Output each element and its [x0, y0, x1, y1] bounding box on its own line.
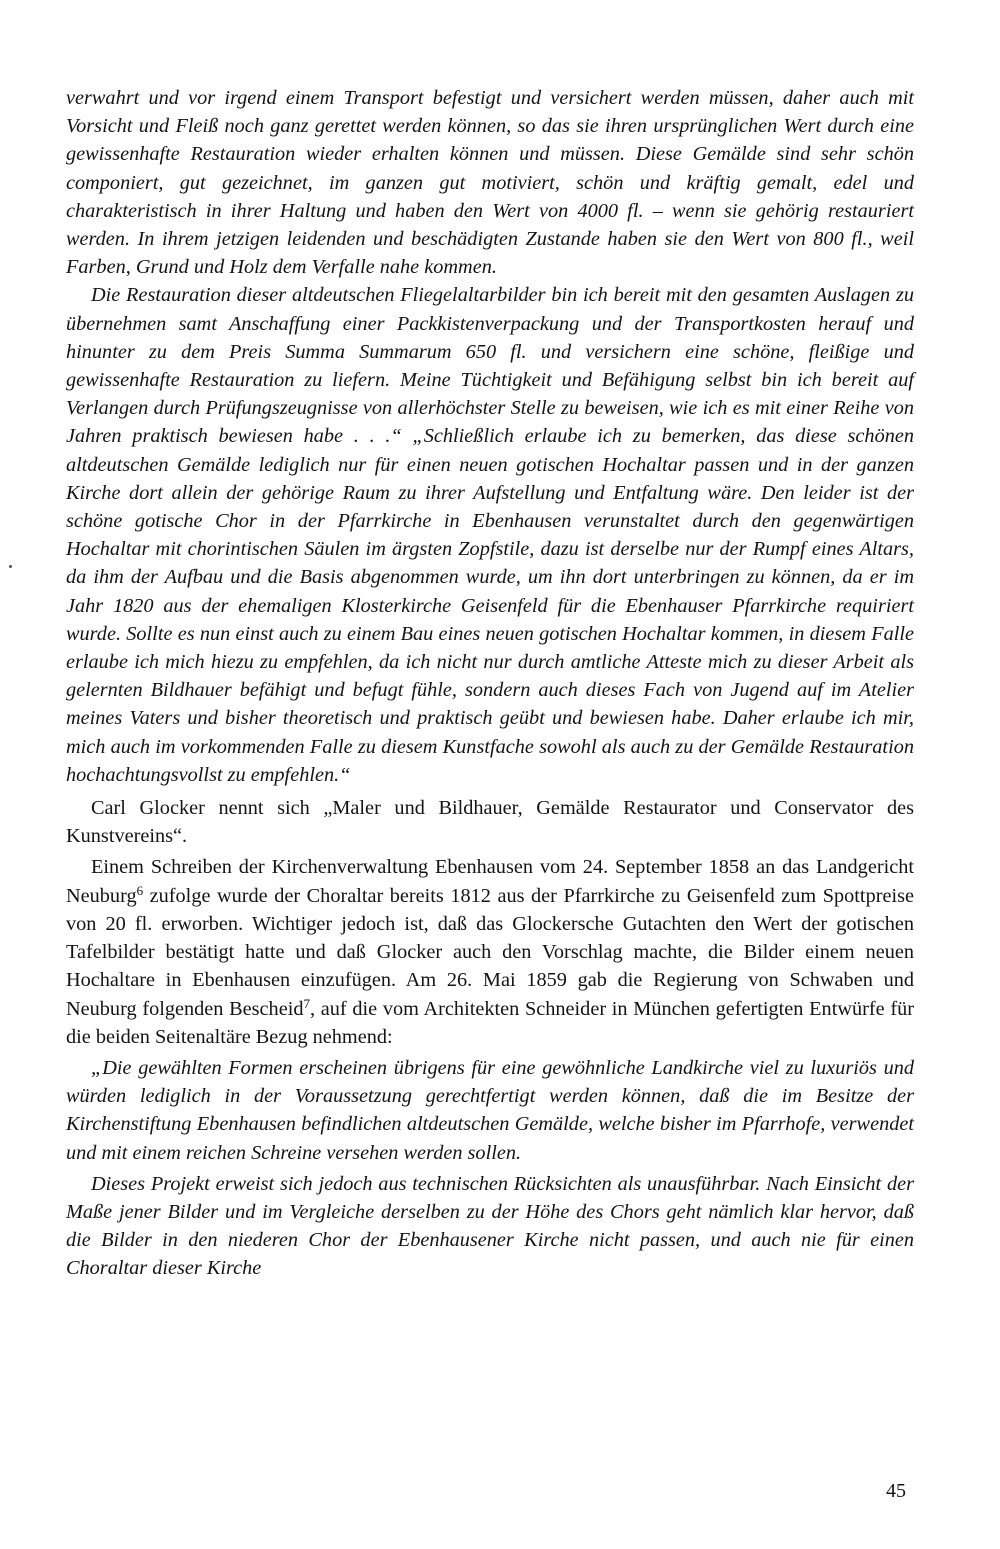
page-number: 45	[886, 1480, 906, 1502]
paragraph-5-bescheid-quote: „Die gewählten Formen erscheinen übrigens für eine gewöhnliche Landkirche viel zu luxuriös und würden lediglich in der Voraussetzung gerechtfertigt werden können, daß die im Besitze der Kirchenstiftung Ebenhausen befindlichen altdeutschen Gemälde, welche bisher im Pfarrhofe, verwendet und mit einem reichen Schreine versehen werden sollen.	[66, 1056, 914, 1164]
margin-speck	[9, 565, 12, 568]
paragraph-4-text-after: , auf die vom Architekten Schneider in München gefertigten Entwürfe für die beiden Seitenaltäre Bezug nehmend:	[66, 997, 914, 1048]
footnote-marker-6: 6	[136, 882, 144, 898]
page-body	[66, 84, 914, 1283]
paragraph-4-text-middle: zufolge wurde der Choraltar bereits 1812 aus der Pfarrkirche zu Geisenfeld zum Spottpreise von 20 fl. erworben. Wichtiger jedoch ist, daß das Glockersche Gutachten den Wert der gotischen Tafelbilder bestätigt hatte und daß Glocker auch den Vorschlag machte, die Bilder einem neuen Hochaltare in Ebenhausen einzufügen. Am 26. Mai 1859 gab die Regierung von Schwaben und Neuburg folgenden Bescheid	[66, 884, 914, 1020]
paragraph-1-italic-quote: verwahrt und vor irgend einem Transport befestigt und versichert werden müssen, daher auch mit Vorsicht und Fleiß noch ganz gerettet werden können, so das sie ihren ursprünglichen Wert durch eine gewissenhafte Restauration wieder erhalten können und müssen. Diese Gemälde sind sehr schön componiert, gut gezeichnet, im ganzen gut motiviert, schön und kräftig gemalt, edel und charakteristisch in ihrer Haltung und haben den Wert von 4000 fl. – wenn sie gehörig restauriert werden. In ihrem jetzigen leidenden und beschädigten Zustande haben sie den Wert von 800 fl., weil Farben, Grund und Holz dem Verfalle nahe kommen.	[66, 87, 914, 279]
footnote-marker-7: 7	[303, 995, 310, 1011]
paragraph-6-bescheid-quote: Dieses Projekt erweist sich jedoch aus technischen Rücksichten als unausführbar. Nach Einsicht der Maße jener Bilder und im Vergleiche derselben zu der Höhe des Chors geht nämlich klar hervor, daß die Bilder in den niederen Chor der Ebenhausener Kirche nicht passen, und auch nie für einen Choraltar dieser Kirche	[66, 1172, 914, 1280]
paragraph-4-text-before: Einem Schreiben der Kirchenverwaltung Ebenhausen vom 24. September 1858 an das Landgericht Neuburg	[66, 856, 914, 907]
paragraph-3-glocker: Carl Glocker nennt sich „Maler und Bildhauer, Gemälde Restaurator und Conservator des Kunstvereins“.	[66, 797, 914, 848]
paragraph-4-schreiben	[66, 853, 914, 1050]
paragraph-2-italic-quote: Die Restauration dieser altdeutschen Fliegelaltarbilder bin ich bereit mit den gesamten Auslagen zu übernehmen samt Anschaffung einer Packkistenverpackung und der Transportkosten herauf und hinunter zu dem Preis Summa Summarum 650 fl. und versichern eine schöne, fleißige und gewissenhafte Restauration zu liefern. Meine Tüchtigkeit und Befähigung selbst bin ich bereit auf Verlangen durch Prüfungszeugnisse von allerhöchster Stelle zu beweisen, wie ich es mit einer Reihe von Jahren praktisch bewiesen habe . . .“ „Schließlich erlaube ich zu bemerken, das diese schönen altdeutschen Gemälde lediglich nur für einen neuen gotischen Hochaltar passen und in der ganzen Kirche dort allein der gehörige Raum zu ihrer Aufstellung und Entfaltung wäre. Den leider ist der schöne gotische Chor in der Pfarrkirche in Ebenhausen verunstaltet durch den gegenwärtigen Hochaltar mit chorintischen Säulen im ärgsten Zopfstile, dazu ist derselbe nur der Rumpf eines Altars, da ihm der Aufbau und die Basis abgenommen wurde, um ihn dort unterbringen zu können, da er im Jahr 1820 aus der ehemaligen Klosterkirche Geisenfeld für die Ebenhauser Pfarrkirche requiriert wurde. Sollte es nun einst auch zu einem Bau eines neuen gotischen Hochaltar kommen, in diesem Falle erlaube ich mich hiezu zu empfehlen, da ich nicht nur durch amtliche Atteste mich zu dieser Arbeit als gelernten Bildhauer befähigt und befugt fühle, sondern auch dieses Fach von Jugend auf im Atelier meines Vaters und bisher theoretisch und praktisch geübt und bewiesen habe. Daher erlaube ich mir, mich auch im vorkommenden Falle zu diesem Kunstfache sowohl als auch zu der Gemälde Restauration hochachtungsvollst zu empfehlen.“	[66, 284, 914, 786]
